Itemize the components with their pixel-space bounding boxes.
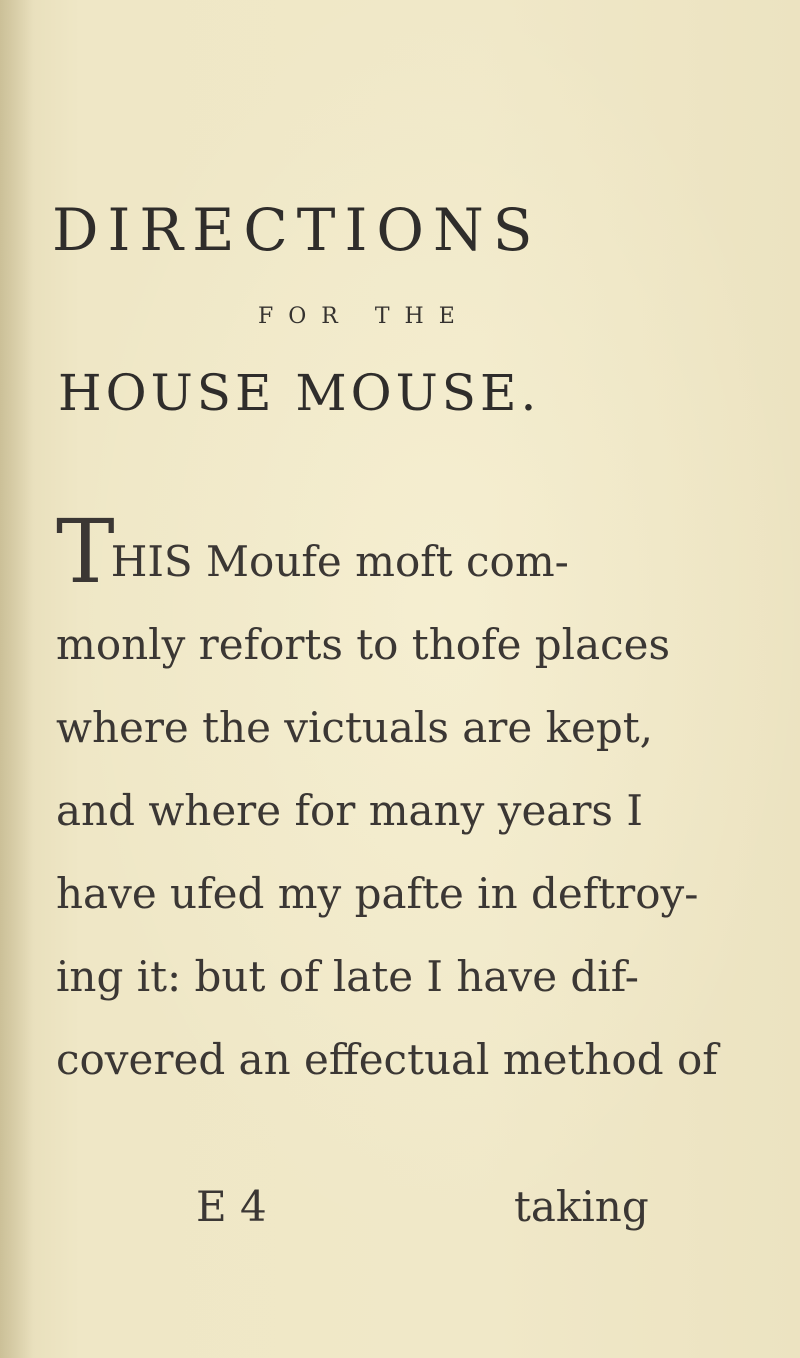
text-line: covered an effectual method of bbox=[56, 1035, 718, 1084]
text-line: monly reforts to thofe places bbox=[56, 620, 671, 669]
page-subtitle: HOUSE MOUSE. bbox=[58, 364, 541, 422]
title-connector: FOR THE bbox=[258, 304, 470, 329]
text-line: ing it: but of late I have dif- bbox=[56, 952, 639, 1001]
text-line-content: HIS Moufe moft com- bbox=[110, 537, 569, 586]
text-line: and where for many years I bbox=[56, 786, 643, 835]
page-gutter-shadow bbox=[0, 0, 34, 1358]
text-line: where the victuals are kept, bbox=[56, 703, 654, 752]
text-line bbox=[56, 500, 776, 603]
body-text bbox=[56, 500, 776, 1101]
drop-cap: T bbox=[56, 500, 115, 603]
page-title: DIRECTIONS bbox=[52, 196, 542, 264]
page-footer bbox=[0, 1182, 800, 1242]
catchword: taking bbox=[514, 1182, 649, 1231]
signature-mark: E 4 bbox=[196, 1182, 267, 1231]
text-line: have ufed my pafte in deftroy- bbox=[56, 869, 699, 918]
